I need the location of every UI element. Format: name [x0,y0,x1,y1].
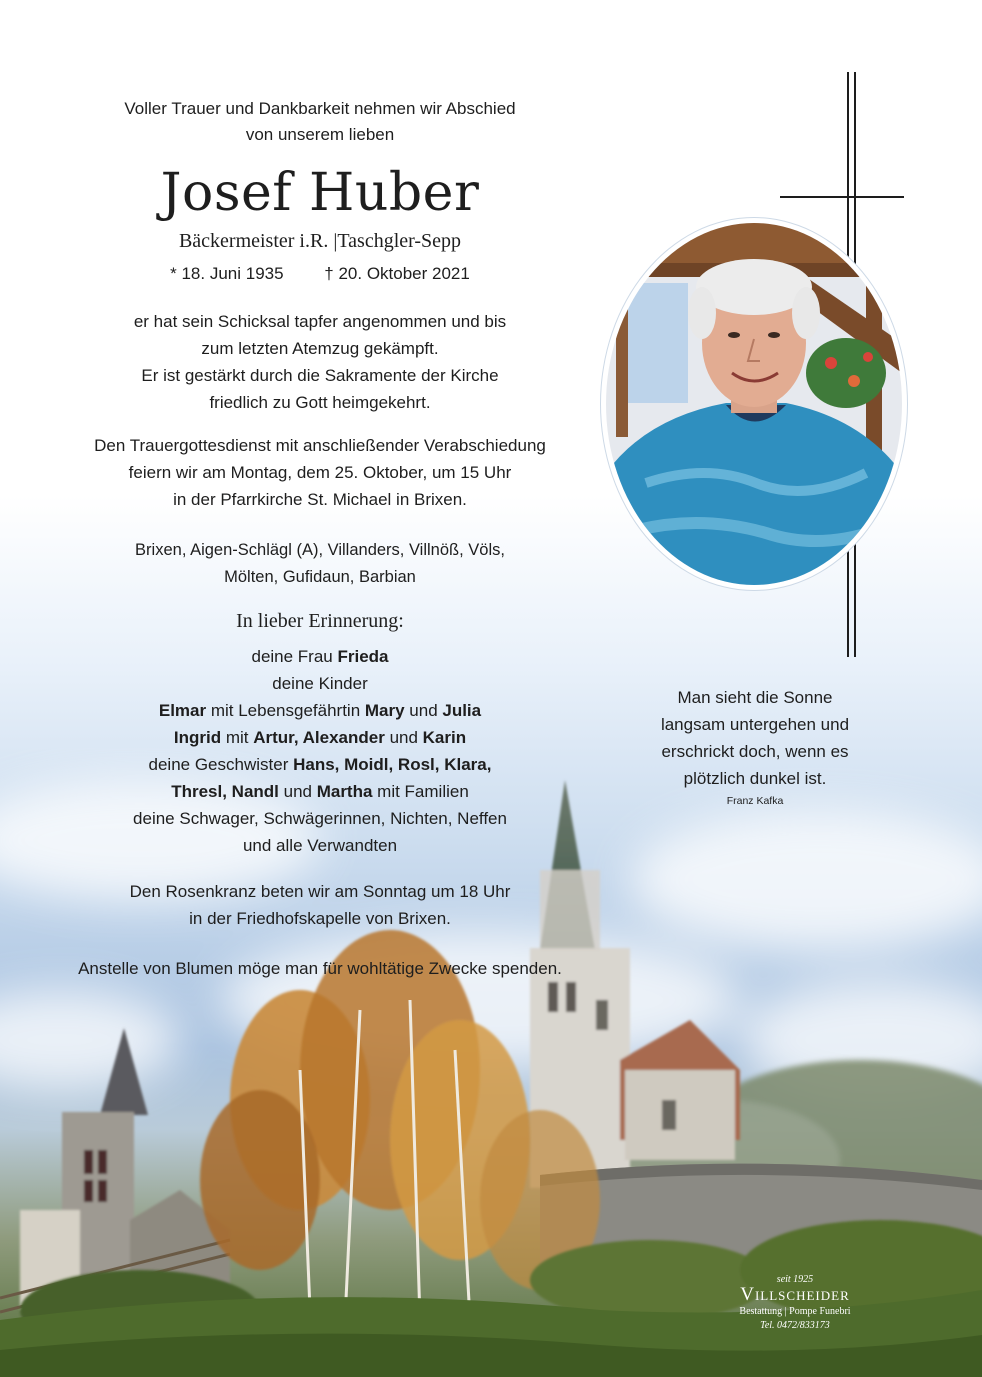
cross-crossbar [780,196,904,198]
quote-line: plötzlich dunkel ist. [683,769,827,788]
family-list [0,643,640,859]
family-line-ingrid [0,724,640,751]
rosary-notice [0,878,640,932]
text-line: feiern wir am Montag, dem 25. Oktober, um 15 Uhr [128,463,512,482]
family-line-siblings-1 [0,751,640,778]
family-name: Karin [422,728,467,747]
sibling-name: Martha [316,782,373,801]
logo-phone: Tel. 0472/833173 [760,1320,830,1331]
paragraph-faith [0,308,640,416]
text-fragment: und [404,701,443,720]
quote [640,684,870,792]
text-fragment: mit Familien [372,782,469,801]
family-line-children-label: deine Kinder [272,674,368,693]
text-line: Brixen, Aigen-Schlägl (A), Villanders, Villnöß, Völs, [135,541,505,559]
text-line: Er ist gestärkt durch die Sakramente der Kirche [141,366,499,385]
child-name: Elmar [158,701,207,720]
wife-name: Frieda [337,647,389,666]
partner-name: Mary [364,701,405,720]
text-line: Den Rosenkranz beten wir am Sonntag um 18 Uhr [129,882,511,901]
text-line: zum letzten Atemzug gekämpft. [201,339,439,358]
family-line-siblings-2 [0,778,640,805]
quote-author: Franz Kafka [726,795,784,807]
paragraph-service [0,432,640,513]
text-fragment: deine Frau [251,647,338,666]
sibling-names: Thresl, Nandl [171,782,279,801]
logo-since: seit 1925 [776,1274,814,1285]
intro-line-1: Voller Trauer und Dankbarkeit nehmen wir Abschied [124,99,516,118]
text-line: Mölten, Gufidaun, Barbian [224,568,416,586]
places-list [0,537,640,591]
flowers-notice: Anstelle von Blumen möge man für wohltätige Zwecke spenden. [78,959,562,978]
life-dates [0,262,640,286]
death-date: † 20. Oktober 2021 [324,264,470,283]
family-line-elmar [0,697,640,724]
text-line: in der Friedhofskapelle von Brixen. [189,909,451,928]
text-line: Den Trauergottesdienst mit anschließender Verabschiedung [94,436,546,455]
birth-date: * 18. Juni 1935 [170,264,284,283]
quote-line: Man sieht die Sonne [677,688,833,707]
portrait-photo [606,223,902,585]
text-line: friedlich zu Gott heimgekehrt. [209,393,431,412]
family-names: Artur, Alexander [253,728,385,747]
child-name: Ingrid [173,728,222,747]
quote-line: langsam untergehen und [660,715,850,734]
text-line: in der Pfarrkirche St. Michael in Brixen. [173,490,467,509]
text-fragment: mit [221,728,254,747]
memory-heading: In lieber Erinnerung: [236,610,404,632]
intro-text [0,96,640,148]
family-line-inlaws: deine Schwager, Schwägerinnen, Nichten, Neffen [133,809,507,828]
text-fragment: und [384,728,423,747]
quote-line: erschrickt doch, wenn es [661,742,849,761]
deceased-name: Josef Huber [160,163,480,223]
text-fragment: mit Lebensgefährtin [206,701,365,720]
portrait-frame [601,218,907,590]
intro-line-2: von unserem lieben [245,125,395,144]
family-line-wife [0,643,640,670]
grandchild-name: Julia [442,701,482,720]
logo-name: Villscheider [740,1284,850,1305]
sibling-names: Hans, Moidl, Rosl, Klara, [293,755,492,774]
funeral-home-logo [700,1274,890,1333]
logo-subtitle: Bestattung | Pompe Funebri [739,1306,851,1317]
text-fragment: deine Geschwister [148,755,294,774]
text-fragment: und [278,782,317,801]
deceased-profession: Bäckermeister i.R. |Taschgler-Sepp [178,230,462,252]
family-line-relatives: und alle Verwandten [242,836,398,855]
text-line: er hat sein Schicksal tapfer angenommen und bis [133,312,507,331]
